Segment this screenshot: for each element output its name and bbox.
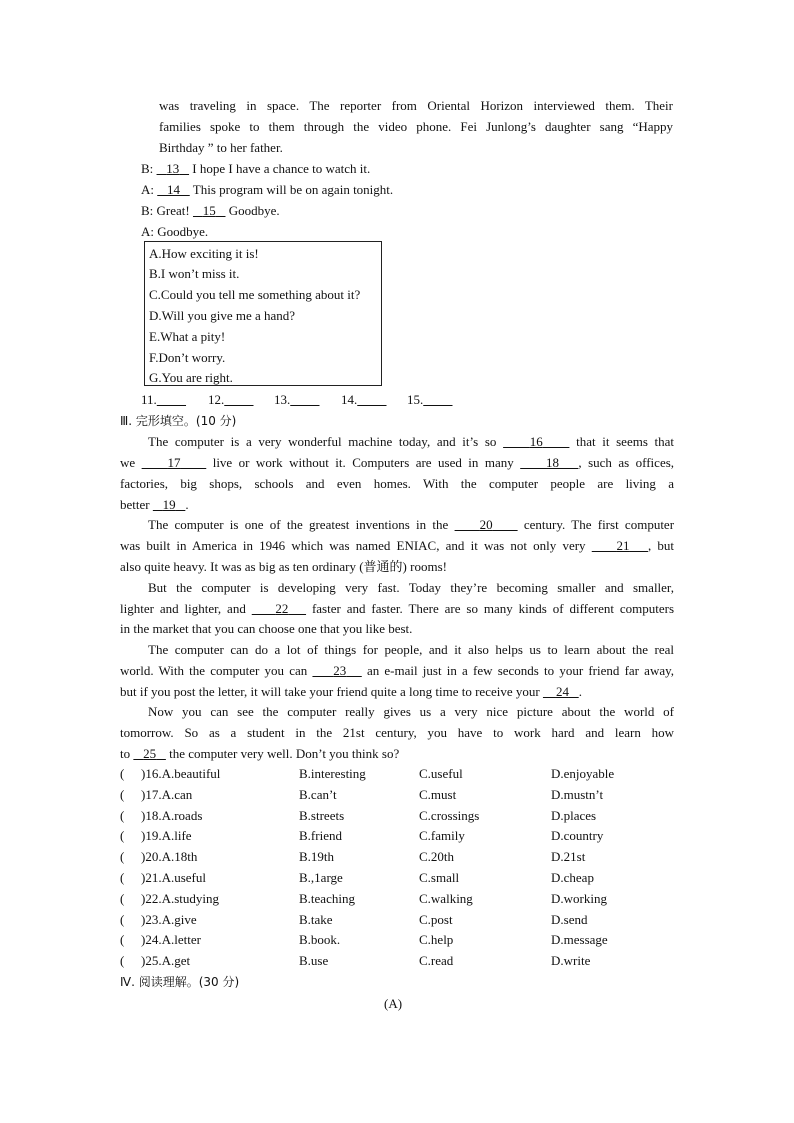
passage-line: was built in America in 1946 which was named ENIAC, and it was not only very 21 , but bbox=[120, 538, 675, 553]
question-23-c: C.post bbox=[419, 911, 453, 927]
speaker: B: bbox=[141, 161, 154, 176]
passage-line: in the market that you can choose one that you like best. bbox=[120, 621, 413, 636]
option-d: D.Will you give me a hand? bbox=[149, 308, 296, 323]
blank-17: 17 bbox=[167, 455, 181, 470]
passage-line: we 17 live or work without it. Computers are used in many 18 , such as offices, bbox=[120, 455, 675, 470]
question-16-b: B.interesting bbox=[299, 766, 366, 781]
dialogue-last-line: A: Goodbye. bbox=[141, 224, 209, 239]
dialogue-line-15 bbox=[141, 203, 280, 219]
question-23-b: B.take bbox=[299, 911, 333, 927]
question-20-paren: ( bbox=[120, 849, 125, 865]
dialogue-para-line-2: families spoke to them through the video phone. Fei Junlong’s daughter sang “Happy bbox=[159, 119, 673, 134]
option-a: A.How exciting it is! bbox=[149, 246, 259, 261]
question-24-b: B.book. bbox=[299, 932, 341, 948]
blank-23: 23 bbox=[333, 663, 347, 678]
speaker: A: bbox=[141, 182, 154, 197]
question-20-b: B.19th bbox=[299, 849, 335, 865]
dialogue-text: I hope I have a chance to watch it. bbox=[192, 161, 371, 176]
question-24-paren: ( bbox=[120, 932, 125, 948]
question-16-paren: ( bbox=[120, 766, 125, 781]
option-e: E.What a pity! bbox=[149, 329, 226, 344]
question-25-c: C.read bbox=[419, 953, 454, 969]
passage-line: factories, big shops, schools and even homes. With the computer people are living a bbox=[120, 476, 674, 491]
question-18-b: B.streets bbox=[299, 807, 345, 823]
question-22-num: )22.A.studying bbox=[141, 890, 219, 906]
blank-24: 24 bbox=[555, 684, 569, 699]
question-17-c: C.must bbox=[419, 786, 457, 802]
dialogue-text: This program will be on again tonight. bbox=[192, 182, 394, 197]
question-21-paren: ( bbox=[120, 870, 125, 885]
dialogue-text: Goodbye. bbox=[228, 203, 280, 218]
question-21-d: D.cheap bbox=[551, 870, 594, 885]
section-4-title: Ⅳ. 阅读理解。(30 分) bbox=[120, 975, 240, 989]
option-b: B.I won’t miss it. bbox=[149, 266, 240, 281]
blank-15: 15 bbox=[202, 203, 216, 218]
passage-line: The computer is a very wonderful machine today, and it’s so 16 that it seems that bbox=[148, 434, 675, 449]
question-25-num: )25.A.get bbox=[141, 953, 191, 969]
section-4-subtitle: (A) bbox=[384, 996, 403, 1011]
blank-14: 14 bbox=[167, 182, 180, 197]
question-16-d: D.enjoyable bbox=[551, 766, 615, 781]
question-24-c: C.help bbox=[419, 932, 454, 948]
question-24-num: )24.A.letter bbox=[141, 932, 201, 948]
question-18-paren: ( bbox=[120, 807, 125, 823]
blank-13: 13 bbox=[166, 161, 180, 176]
answer-blank-14: 14. bbox=[341, 392, 358, 407]
passage-line: lighter and lighter, and 22 faster and faster. There are so many kinds of different computers bbox=[120, 601, 675, 616]
dialogue-line-14 bbox=[141, 182, 393, 198]
question-25-d: D.write bbox=[551, 953, 591, 969]
question-20-c: C.20th bbox=[419, 849, 455, 865]
dialogue-para-line-1: was traveling in space. The reporter from Oriental Horizon interviewed them. Their bbox=[159, 98, 673, 113]
passage-line: better 19 . bbox=[120, 497, 189, 512]
section-3-title: Ⅲ. 完形填空。(10 分) bbox=[120, 414, 237, 428]
dialogue-para-line-3: Birthday ” to her father. bbox=[159, 140, 283, 155]
question-23-d: D.send bbox=[551, 911, 588, 927]
question-17-num: )17.A.can bbox=[141, 786, 193, 802]
question-21-num: )21.A.useful bbox=[141, 870, 206, 885]
question-18-c: C.crossings bbox=[419, 807, 480, 823]
option-f: F.Don’t worry. bbox=[149, 350, 226, 365]
option-c: C.Could you tell me something about it? bbox=[149, 287, 361, 302]
question-17-b: B.can’t bbox=[299, 786, 337, 802]
blank-16: 16 bbox=[529, 434, 543, 449]
option-g: G.You are right. bbox=[149, 370, 233, 385]
question-19-d: D.country bbox=[551, 828, 604, 844]
question-22-d: D.working bbox=[551, 890, 607, 906]
question-25-paren: ( bbox=[120, 953, 125, 969]
passage-line: The computer is one of the greatest inventions in the 20 century. The first computer bbox=[148, 517, 675, 532]
dialogue-line-13 bbox=[141, 161, 370, 177]
blank-25: 25 bbox=[143, 746, 157, 761]
answer-blank-11: 11. bbox=[141, 392, 157, 407]
passage-line: Now you can see the computer really gives us a very nice picture about the world of bbox=[148, 704, 674, 719]
blank-19: 19 bbox=[162, 497, 176, 512]
question-16-num: )16.A.beautiful bbox=[141, 766, 221, 781]
question-17-paren: ( bbox=[120, 786, 125, 802]
answer-blank-13: 13. bbox=[274, 392, 291, 407]
question-22-c: C.walking bbox=[419, 890, 473, 906]
blank-20: 20 bbox=[479, 517, 493, 532]
question-22-b: B.teaching bbox=[299, 890, 355, 906]
passage-line: But the computer is developing very fast. Today they’re becoming smaller and smaller, bbox=[148, 580, 674, 595]
question-19-c: C.family bbox=[419, 828, 465, 844]
question-19-num: )19.A.life bbox=[141, 828, 192, 844]
blank-18: 18 bbox=[546, 455, 560, 470]
blank-22: 22 bbox=[275, 601, 289, 616]
speaker: B: Great! bbox=[141, 203, 190, 218]
answer-blank-15: 15. bbox=[407, 392, 424, 407]
question-20-num: )20.A.18th bbox=[141, 849, 198, 865]
question-20-d: D.21st bbox=[551, 849, 586, 865]
question-24-d: D.message bbox=[551, 932, 608, 948]
question-22-paren: ( bbox=[120, 890, 125, 906]
passage-line: but if you post the letter, it will take your friend quite a long time to receive your 24 . bbox=[120, 684, 582, 699]
question-21-c: C.small bbox=[419, 870, 460, 885]
question-23-num: )23.A.give bbox=[141, 911, 197, 927]
question-18-num: )18.A.roads bbox=[141, 807, 203, 823]
passage-line: also quite heavy. It was as big as ten ordinary (普通的) rooms! bbox=[120, 559, 447, 574]
passage-line: The computer can do a lot of things for people, and it also helps us to learn about the real bbox=[148, 642, 674, 657]
question-25-b: B.use bbox=[299, 953, 329, 969]
question-19-b: B.friend bbox=[299, 828, 342, 844]
question-18-d: D.places bbox=[551, 807, 597, 823]
answer-blank-12: 12. bbox=[208, 392, 225, 407]
passage-line: tomorrow. So as a student in the 21st century, you have to work hard and learn how bbox=[120, 725, 674, 740]
passage-line: world. With the computer you can 23 an e-mail just in a few seconds to your friend far away, bbox=[120, 663, 675, 678]
question-17-d: D.mustn’t bbox=[551, 786, 604, 802]
passage-line: to 25 the computer very well. Don’t you think so? bbox=[120, 746, 400, 761]
question-21-b: B.,1arge bbox=[299, 870, 343, 885]
question-19-paren: ( bbox=[120, 828, 125, 844]
blank-21: 21 bbox=[616, 538, 630, 553]
options-box bbox=[144, 241, 382, 386]
question-23-paren: ( bbox=[120, 911, 125, 927]
question-16-c: C.useful bbox=[419, 766, 463, 781]
